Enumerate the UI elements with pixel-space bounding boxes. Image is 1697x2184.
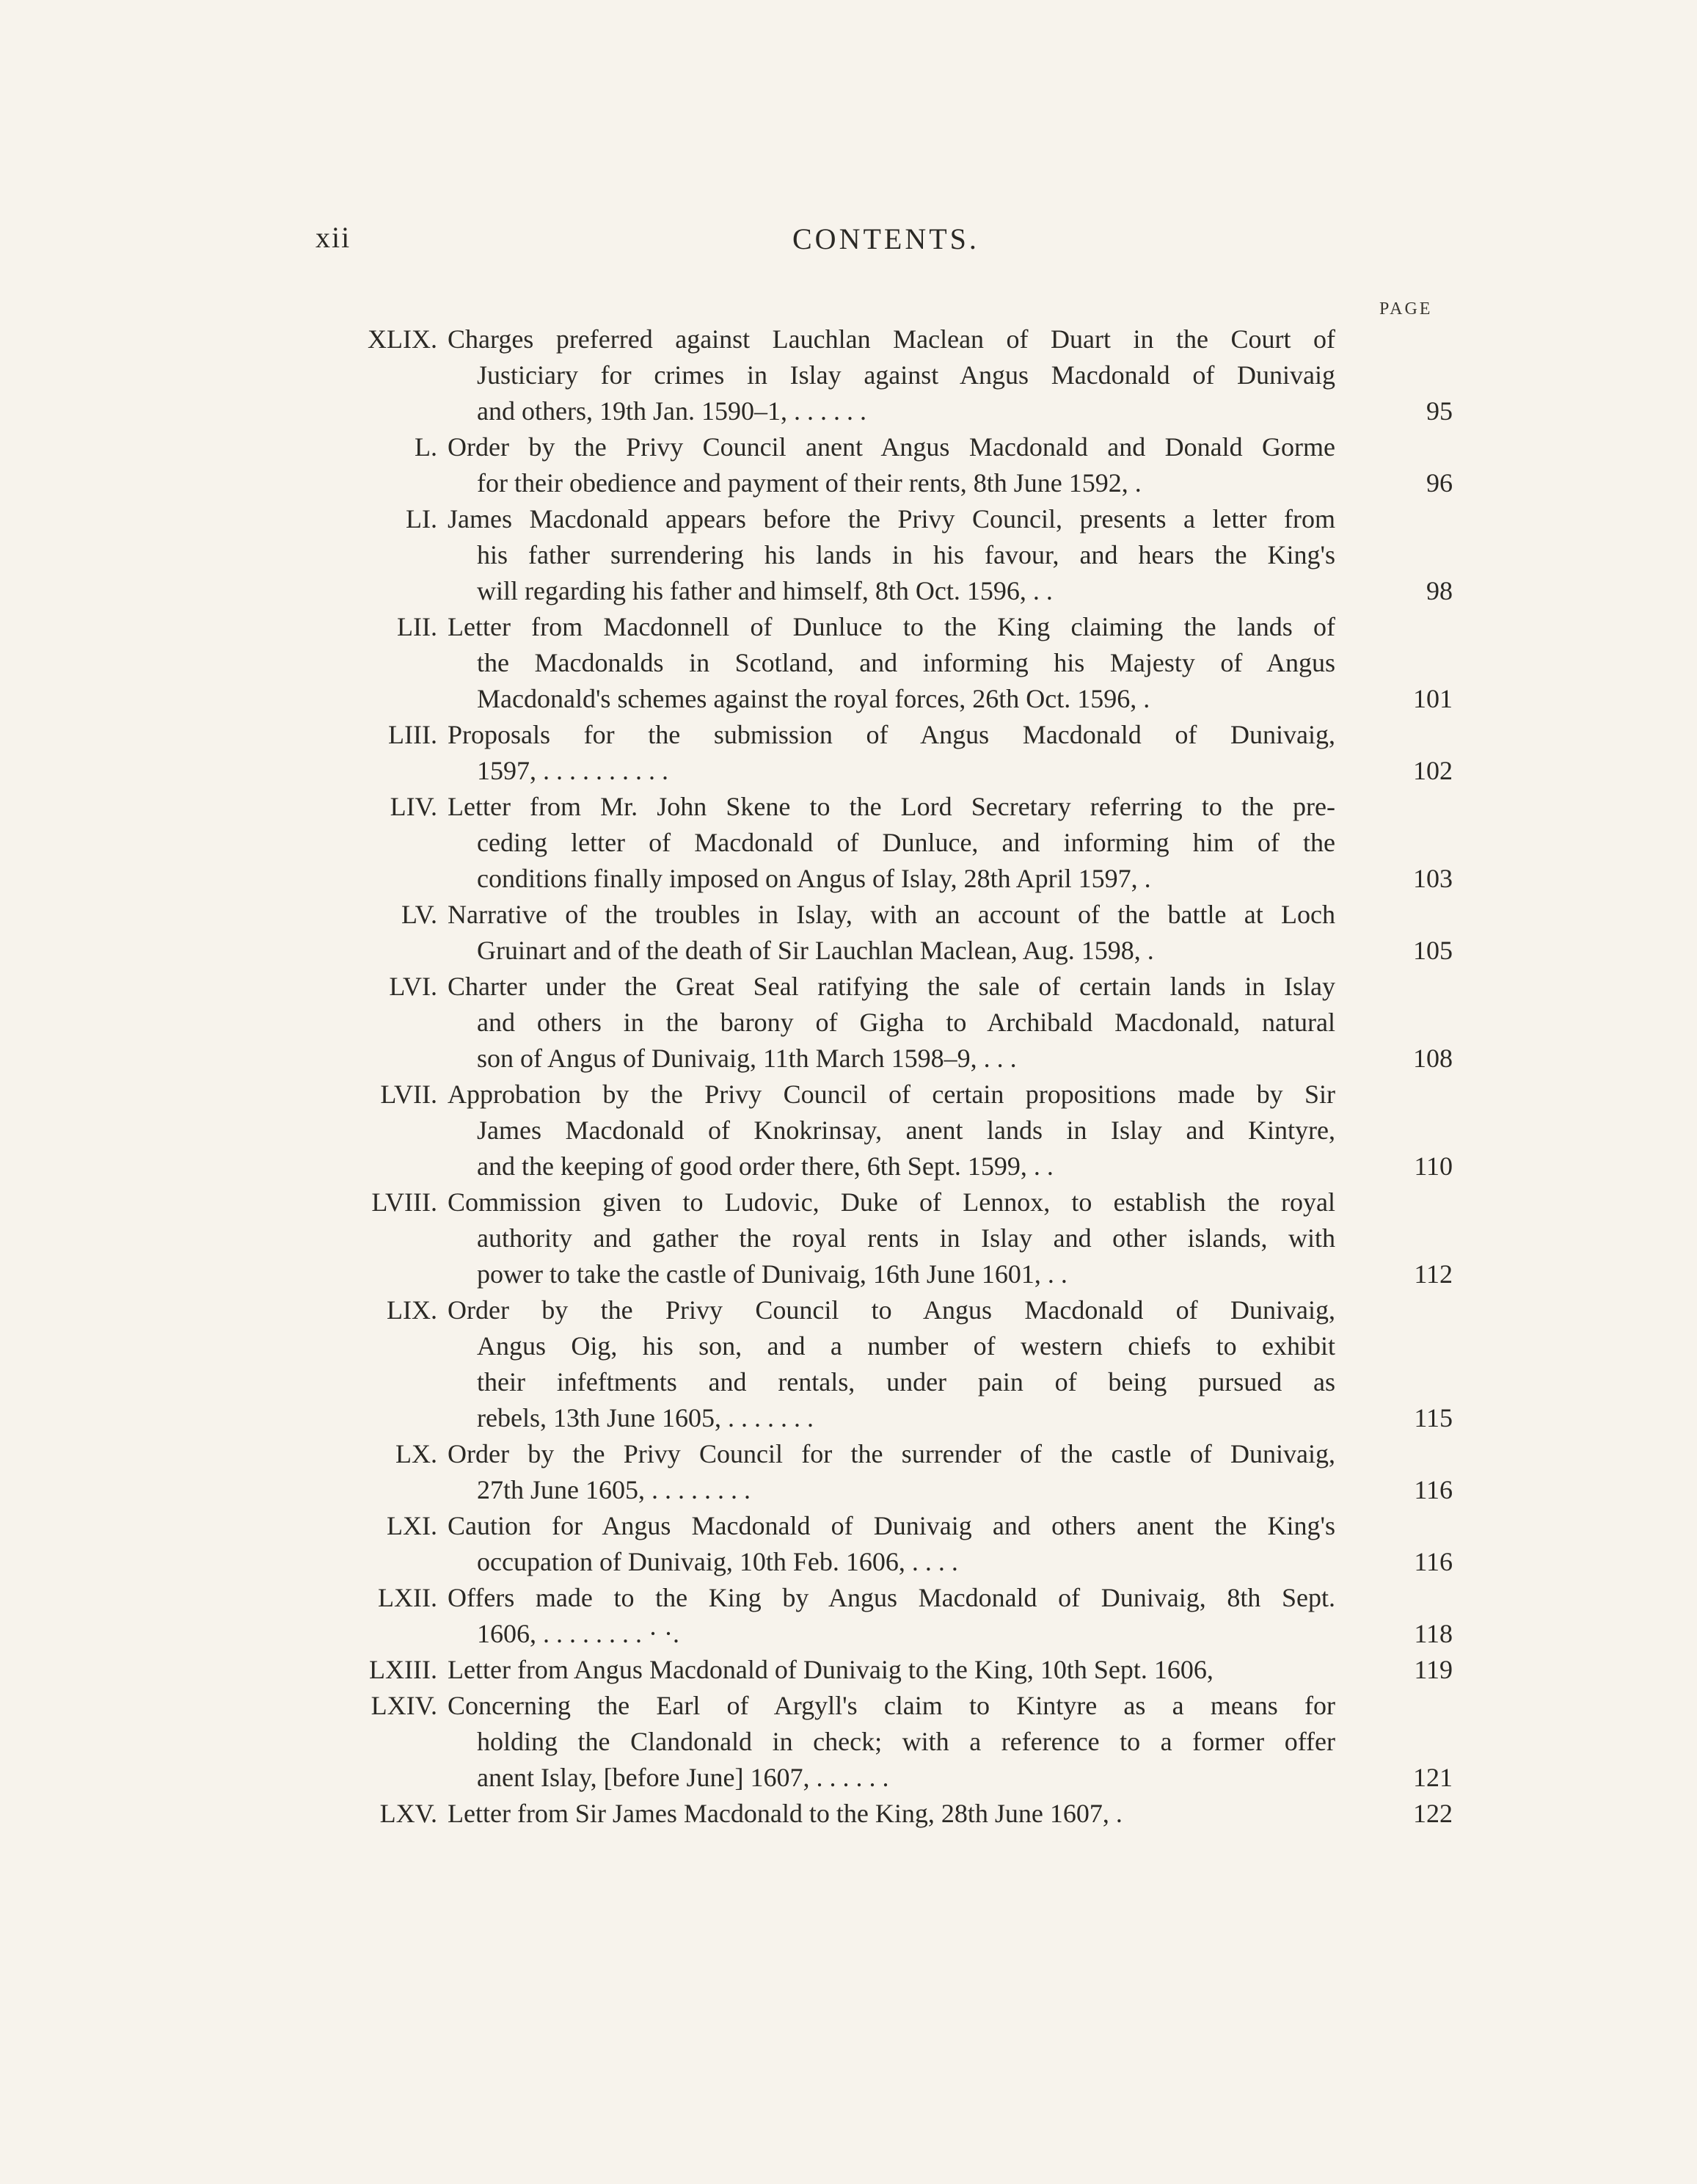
entry-text-line: Letter from Mr. John Skene to the Lord Secretary referring to the pre- bbox=[448, 792, 1335, 821]
entry-text-line: James Macdonald of Knokrinsay, anent lands in Islay and Kintyre, bbox=[477, 1115, 1335, 1145]
contents-entry bbox=[308, 321, 1453, 429]
contents-entry bbox=[308, 969, 1453, 1077]
entry-text-line: Macdonald's schemes against the royal forces, 26th Oct. 1596, . bbox=[477, 684, 1150, 713]
entry-page-number: 105 bbox=[1413, 936, 1453, 965]
entry-page-number: 110 bbox=[1414, 1151, 1453, 1181]
entry-text-line: ceding letter of Macdonald of Dunluce, and informing him of the bbox=[477, 828, 1335, 857]
entry-text-line: 27th June 1605, . . . . . . . . bbox=[477, 1475, 751, 1504]
entry-text-line: power to take the castle of Dunivaig, 16th June 1601, . . bbox=[477, 1259, 1068, 1289]
entry-page-number: 121 bbox=[1413, 1763, 1453, 1792]
entry-text-line: Angus Oig, his son, and a number of western chiefs to exhibit bbox=[477, 1331, 1335, 1361]
entry-page-number: 116 bbox=[1414, 1547, 1453, 1576]
entry-text-line: anent Islay, [before June] 1607, . . . . . . bbox=[477, 1763, 889, 1792]
entry-text-line: authority and gather the royal rents in Islay and other islands, with bbox=[477, 1223, 1335, 1253]
entry-text-line: Justiciary for crimes in Islay against Angus Macdonald of Dunivaig bbox=[477, 360, 1335, 390]
entry-text-line: 1606, . . . . . . . . · ·. bbox=[477, 1619, 679, 1648]
entry-page-number: 122 bbox=[1413, 1799, 1453, 1828]
entry-text-line: and others in the barony of Gigha to Archibald Macdonald, natural bbox=[477, 1008, 1335, 1037]
entry-text-line: the Macdonalds in Scotland, and informing his Majesty of Angus bbox=[477, 648, 1335, 677]
entry-text-line: their infeftments and rentals, under pain of being pursued as bbox=[477, 1367, 1335, 1397]
entry-text-line: Commission given to Ludovic, Duke of Lennox, to establish the royal bbox=[448, 1187, 1335, 1217]
entry-page-number: 118 bbox=[1414, 1619, 1453, 1648]
entry-page-number: 96 bbox=[1426, 468, 1453, 498]
entry-number: LIX. bbox=[387, 1295, 437, 1325]
entry-text-line: Proposals for the submission of Angus Macdonald of Dunivaig, bbox=[448, 720, 1335, 749]
entry-number: LIII. bbox=[388, 720, 437, 749]
entry-text-line: Narrative of the troubles in Islay, with an account of the battle at Loch bbox=[448, 900, 1335, 929]
page-folio: xii bbox=[315, 221, 351, 254]
contents-entry bbox=[308, 1077, 1453, 1184]
contents-entry bbox=[308, 429, 1453, 501]
entry-text-line: will regarding his father and himself, 8th Oct. 1596, . . bbox=[477, 576, 1053, 605]
entry-number: LXIII. bbox=[369, 1655, 437, 1684]
entry-text-line: his father surrendering his lands in his favour, and hears the King's bbox=[477, 540, 1335, 569]
page-column-label: PAGE bbox=[1379, 299, 1433, 318]
entry-page-number: 102 bbox=[1413, 756, 1453, 785]
contents-entry bbox=[308, 1796, 1453, 1832]
contents-entry bbox=[308, 1508, 1453, 1580]
entry-text-line: James Macdonald appears before the Privy Council, presents a letter from bbox=[448, 504, 1335, 534]
contents-entry bbox=[308, 897, 1453, 969]
contents-entry bbox=[308, 609, 1453, 717]
contents-entry bbox=[308, 1580, 1453, 1652]
entry-text-line: Approbation by the Privy Council of certain propositions made by Sir bbox=[448, 1080, 1335, 1109]
entry-text-line: Letter from Macdonnell of Dunluce to the King claiming the lands of bbox=[448, 612, 1335, 641]
entry-text-line: Charges preferred against Lauchlan Maclean of Duart in the Court of bbox=[448, 324, 1335, 354]
entry-text-line: 1597, . . . . . . . . . . bbox=[477, 756, 668, 785]
entry-text-line: Order by the Privy Council to Angus Macdonald of Dunivaig, bbox=[448, 1295, 1335, 1325]
entry-text-line: and the keeping of good order there, 6th Sept. 1599, . . bbox=[477, 1151, 1054, 1181]
entry-text-line: for their obedience and payment of their rents, 8th June 1592, . bbox=[477, 468, 1142, 498]
entry-text-line: son of Angus of Dunivaig, 11th March 1598–9, . . . bbox=[477, 1044, 1017, 1073]
entry-number: LVIII. bbox=[371, 1187, 437, 1217]
entry-number: LXV. bbox=[379, 1799, 437, 1828]
contents-entry bbox=[308, 1436, 1453, 1508]
contents-entry bbox=[308, 717, 1453, 789]
entry-page-number: 115 bbox=[1414, 1403, 1453, 1433]
entry-text-line: occupation of Dunivaig, 10th Feb. 1606, . . . . bbox=[477, 1547, 958, 1576]
entry-text-line: rebels, 13th June 1605, . . . . . . . bbox=[477, 1403, 814, 1433]
entry-number: LII. bbox=[397, 612, 437, 641]
entry-page-number: 98 bbox=[1426, 576, 1453, 605]
entry-number: LX. bbox=[395, 1439, 437, 1468]
entry-number: LI. bbox=[406, 504, 437, 534]
entry-text-line: Letter from Sir James Macdonald to the King, 28th June 1607, . bbox=[448, 1799, 1123, 1828]
entry-text-line: Concerning the Earl of Argyll's claim to Kintyre as a means for bbox=[448, 1691, 1335, 1720]
entry-text-line: Gruinart and of the death of Sir Lauchlan Maclean, Aug. 1598, . bbox=[477, 936, 1154, 965]
entry-page-number: 119 bbox=[1414, 1655, 1453, 1684]
contents-list bbox=[308, 321, 1453, 1832]
entry-number: LVI. bbox=[389, 972, 437, 1001]
entry-number: LXIV. bbox=[371, 1691, 437, 1720]
entry-text-line: Order by the Privy Council anent Angus Macdonald and Donald Gorme bbox=[448, 432, 1335, 462]
contents-entry bbox=[308, 1184, 1453, 1292]
entry-text-line: Offers made to the King by Angus Macdonald of Dunivaig, 8th Sept. bbox=[448, 1583, 1335, 1612]
running-head: CONTENTS. bbox=[792, 222, 979, 255]
entry-number: LXII. bbox=[378, 1583, 437, 1612]
entry-text-line: Charter under the Great Seal ratifying the sale of certain lands in Islay bbox=[448, 972, 1335, 1001]
entry-number: L. bbox=[415, 432, 437, 462]
contents-entry bbox=[308, 501, 1453, 609]
entry-text-line: Letter from Angus Macdonald of Dunivaig to the King, 10th Sept. 1606, bbox=[448, 1655, 1214, 1684]
contents-entry bbox=[308, 1652, 1453, 1688]
entry-number: XLIX. bbox=[368, 324, 437, 354]
entry-page-number: 103 bbox=[1413, 864, 1453, 893]
entry-text-line: holding the Clandonald in check; with a reference to a former offer bbox=[477, 1727, 1335, 1756]
entry-page-number: 101 bbox=[1413, 684, 1453, 713]
entry-text-line: Caution for Angus Macdonald of Dunivaig and others anent the King's bbox=[448, 1511, 1335, 1540]
contents-entry bbox=[308, 789, 1453, 897]
entry-text-line: Order by the Privy Council for the surrender of the castle of Dunivaig, bbox=[448, 1439, 1335, 1468]
entry-number: LIV. bbox=[390, 792, 437, 821]
contents-entry bbox=[308, 1688, 1453, 1796]
entry-page-number: 112 bbox=[1414, 1259, 1453, 1289]
entry-number: LV. bbox=[401, 900, 437, 929]
entry-number: LXI. bbox=[387, 1511, 437, 1540]
entry-page-number: 95 bbox=[1426, 396, 1453, 426]
entry-text-line: conditions finally imposed on Angus of Islay, 28th April 1597, . bbox=[477, 864, 1151, 893]
entry-page-number: 116 bbox=[1414, 1475, 1453, 1504]
contents-entry bbox=[308, 1292, 1453, 1436]
entry-page-number: 108 bbox=[1413, 1044, 1453, 1073]
entry-text-line: and others, 19th Jan. 1590–1, . . . . . . bbox=[477, 396, 866, 426]
entry-number: LVII. bbox=[380, 1080, 437, 1109]
